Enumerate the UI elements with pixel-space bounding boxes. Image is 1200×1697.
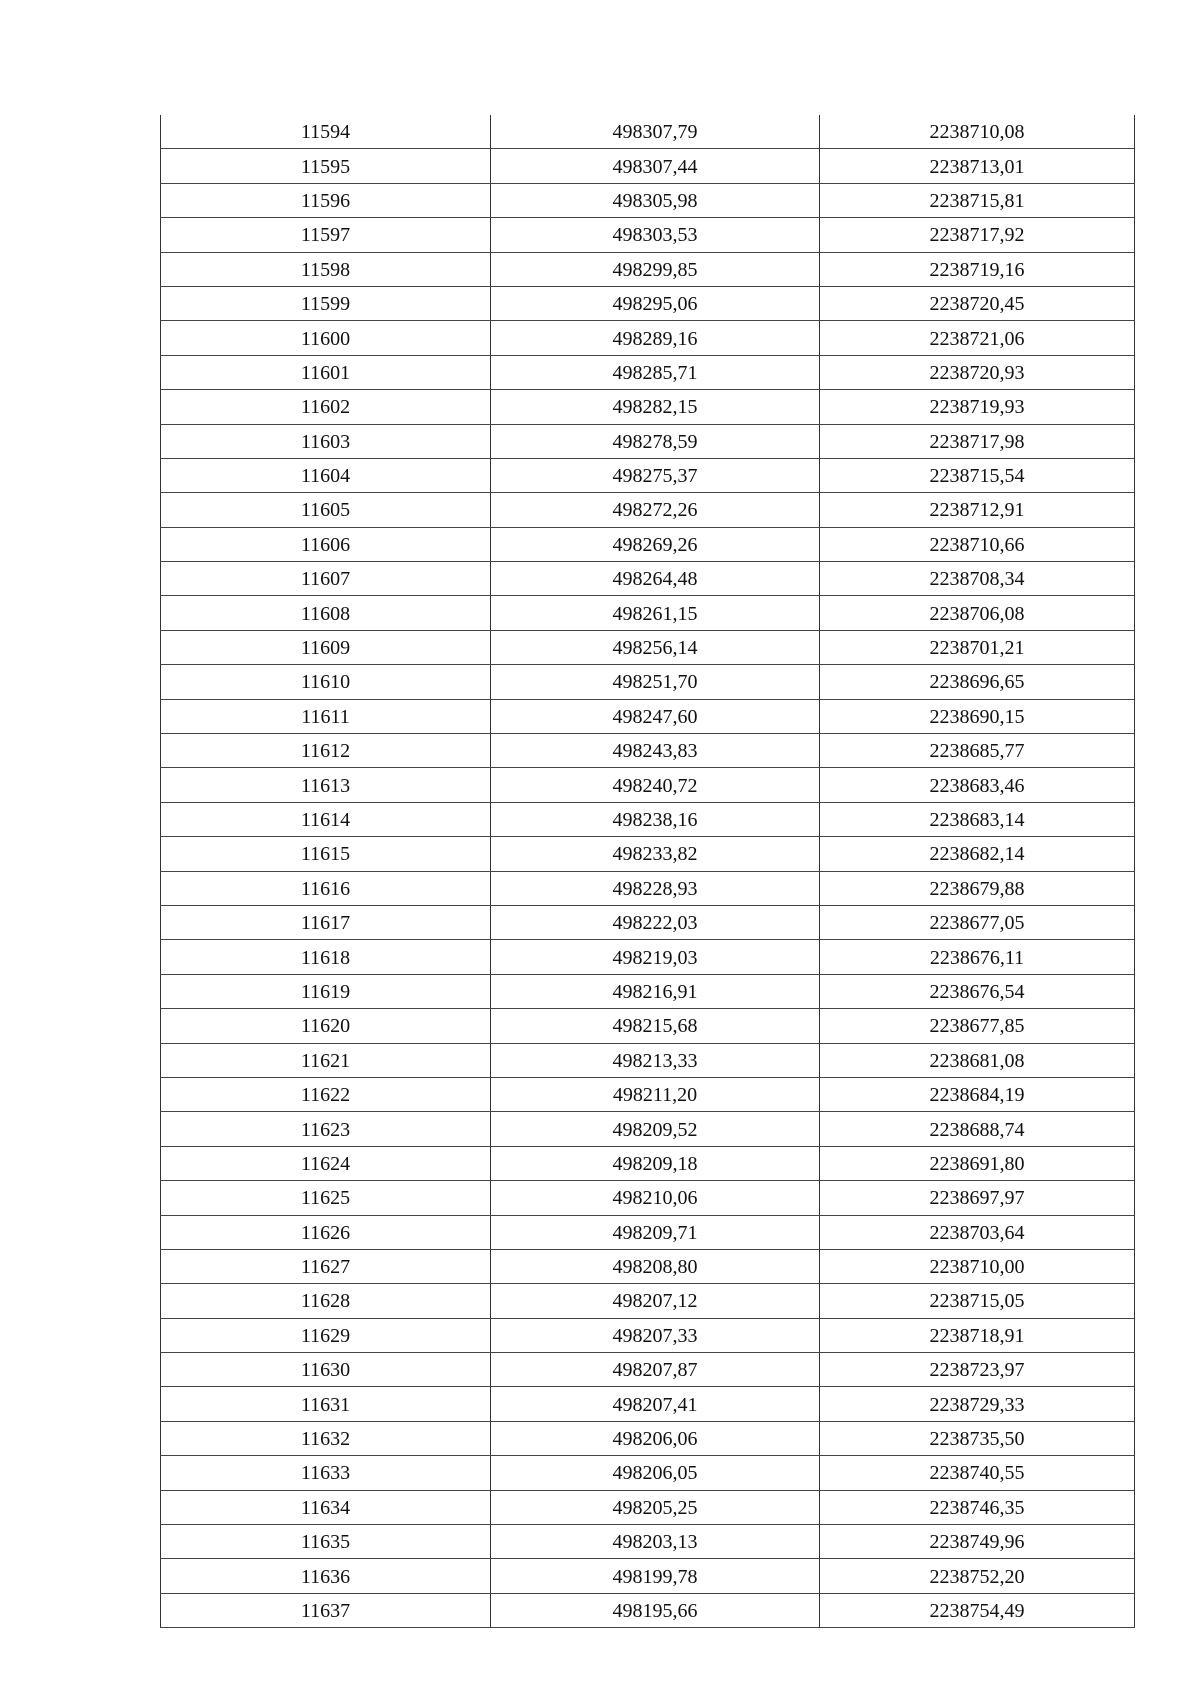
y-coordinate-cell: 2238719,16 (820, 252, 1135, 286)
table-row (161, 1077, 1135, 1111)
x-coordinate-cell: 498195,66 (491, 1593, 820, 1627)
table-row (161, 115, 1135, 149)
x-coordinate-cell: 498307,44 (491, 149, 820, 183)
y-coordinate-cell: 2238754,49 (820, 1593, 1135, 1627)
point-number-cell: 11606 (161, 527, 491, 561)
x-coordinate-cell: 498264,48 (491, 562, 820, 596)
point-number-cell: 11627 (161, 1249, 491, 1283)
table-row (161, 1318, 1135, 1352)
y-coordinate-cell: 2238752,20 (820, 1559, 1135, 1593)
point-number-cell: 11608 (161, 596, 491, 630)
point-number-cell: 11603 (161, 424, 491, 458)
x-coordinate-cell: 498240,72 (491, 768, 820, 802)
x-coordinate-cell: 498295,06 (491, 286, 820, 320)
point-number-cell: 11620 (161, 1009, 491, 1043)
x-coordinate-cell: 498247,60 (491, 699, 820, 733)
y-coordinate-cell: 2238685,77 (820, 734, 1135, 768)
point-number-cell: 11595 (161, 149, 491, 183)
point-number-cell: 11596 (161, 183, 491, 217)
y-coordinate-cell: 2238721,06 (820, 321, 1135, 355)
table-row (161, 1421, 1135, 1455)
point-number-cell: 11635 (161, 1525, 491, 1559)
table-row (161, 1353, 1135, 1387)
table-row (161, 1181, 1135, 1215)
table-row (161, 596, 1135, 630)
table-row (161, 974, 1135, 1008)
x-coordinate-cell: 498228,93 (491, 871, 820, 905)
coordinate-table (160, 115, 1135, 1628)
table-row (161, 630, 1135, 664)
point-number-cell: 11605 (161, 493, 491, 527)
table-row (161, 905, 1135, 939)
x-coordinate-cell: 498206,06 (491, 1421, 820, 1455)
x-coordinate-cell: 498238,16 (491, 802, 820, 836)
table-row (161, 390, 1135, 424)
x-coordinate-cell: 498278,59 (491, 424, 820, 458)
table-row (161, 1112, 1135, 1146)
y-coordinate-cell: 2238676,54 (820, 974, 1135, 1008)
table-row (161, 218, 1135, 252)
table-row (161, 321, 1135, 355)
y-coordinate-cell: 2238746,35 (820, 1490, 1135, 1524)
table-row (161, 1490, 1135, 1524)
y-coordinate-cell: 2238677,85 (820, 1009, 1135, 1043)
x-coordinate-cell: 498251,70 (491, 665, 820, 699)
y-coordinate-cell: 2238691,80 (820, 1146, 1135, 1180)
y-coordinate-cell: 2238681,08 (820, 1043, 1135, 1077)
table-row (161, 286, 1135, 320)
y-coordinate-cell: 2238715,54 (820, 458, 1135, 492)
x-coordinate-cell: 498203,13 (491, 1525, 820, 1559)
x-coordinate-cell: 498199,78 (491, 1559, 820, 1593)
y-coordinate-cell: 2238701,21 (820, 630, 1135, 664)
y-coordinate-cell: 2238697,97 (820, 1181, 1135, 1215)
point-number-cell: 11621 (161, 1043, 491, 1077)
y-coordinate-cell: 2238684,19 (820, 1077, 1135, 1111)
y-coordinate-cell: 2238679,88 (820, 871, 1135, 905)
point-number-cell: 11626 (161, 1215, 491, 1249)
point-number-cell: 11614 (161, 802, 491, 836)
point-number-cell: 11599 (161, 286, 491, 320)
table-row (161, 527, 1135, 561)
table-row (161, 871, 1135, 905)
y-coordinate-cell: 2238715,05 (820, 1284, 1135, 1318)
y-coordinate-cell: 2238706,08 (820, 596, 1135, 630)
y-coordinate-cell: 2238717,92 (820, 218, 1135, 252)
x-coordinate-cell: 498213,33 (491, 1043, 820, 1077)
point-number-cell: 11618 (161, 940, 491, 974)
y-coordinate-cell: 2238717,98 (820, 424, 1135, 458)
y-coordinate-cell: 2238683,14 (820, 802, 1135, 836)
x-coordinate-cell: 498256,14 (491, 630, 820, 664)
table-row (161, 149, 1135, 183)
table-row (161, 1284, 1135, 1318)
y-coordinate-cell: 2238735,50 (820, 1421, 1135, 1455)
table-row (161, 1593, 1135, 1627)
y-coordinate-cell: 2238715,81 (820, 183, 1135, 217)
point-number-cell: 11600 (161, 321, 491, 355)
x-coordinate-cell: 498261,15 (491, 596, 820, 630)
y-coordinate-cell: 2238720,45 (820, 286, 1135, 320)
y-coordinate-cell: 2238713,01 (820, 149, 1135, 183)
x-coordinate-cell: 498207,33 (491, 1318, 820, 1352)
x-coordinate-cell: 498285,71 (491, 355, 820, 389)
table-row (161, 1559, 1135, 1593)
y-coordinate-cell: 2238677,05 (820, 905, 1135, 939)
point-number-cell: 11611 (161, 699, 491, 733)
table-row (161, 1146, 1135, 1180)
x-coordinate-cell: 498205,25 (491, 1490, 820, 1524)
point-number-cell: 11622 (161, 1077, 491, 1111)
x-coordinate-cell: 498303,53 (491, 218, 820, 252)
point-number-cell: 11615 (161, 837, 491, 871)
y-coordinate-cell: 2238723,97 (820, 1353, 1135, 1387)
x-coordinate-cell: 498289,16 (491, 321, 820, 355)
x-coordinate-cell: 498216,91 (491, 974, 820, 1008)
point-number-cell: 11633 (161, 1456, 491, 1490)
table-row (161, 768, 1135, 802)
x-coordinate-cell: 498207,41 (491, 1387, 820, 1421)
point-number-cell: 11598 (161, 252, 491, 286)
y-coordinate-cell: 2238749,96 (820, 1525, 1135, 1559)
point-number-cell: 11630 (161, 1353, 491, 1387)
point-number-cell: 11619 (161, 974, 491, 1008)
coordinate-table-body (161, 115, 1135, 1628)
point-number-cell: 11631 (161, 1387, 491, 1421)
table-row (161, 424, 1135, 458)
x-coordinate-cell: 498219,03 (491, 940, 820, 974)
table-row (161, 1215, 1135, 1249)
x-coordinate-cell: 498209,18 (491, 1146, 820, 1180)
point-number-cell: 11613 (161, 768, 491, 802)
x-coordinate-cell: 498272,26 (491, 493, 820, 527)
table-row (161, 1043, 1135, 1077)
point-number-cell: 11604 (161, 458, 491, 492)
point-number-cell: 11625 (161, 1181, 491, 1215)
point-number-cell: 11617 (161, 905, 491, 939)
point-number-cell: 11607 (161, 562, 491, 596)
point-number-cell: 11636 (161, 1559, 491, 1593)
y-coordinate-cell: 2238710,66 (820, 527, 1135, 561)
table-row (161, 802, 1135, 836)
table-row (161, 1456, 1135, 1490)
y-coordinate-cell: 2238710,08 (820, 115, 1135, 149)
x-coordinate-cell: 498243,83 (491, 734, 820, 768)
x-coordinate-cell: 498275,37 (491, 458, 820, 492)
point-number-cell: 11597 (161, 218, 491, 252)
y-coordinate-cell: 2238718,91 (820, 1318, 1135, 1352)
y-coordinate-cell: 2238683,46 (820, 768, 1135, 802)
point-number-cell: 11609 (161, 630, 491, 664)
point-number-cell: 11601 (161, 355, 491, 389)
x-coordinate-cell: 498208,80 (491, 1249, 820, 1283)
y-coordinate-cell: 2238682,14 (820, 837, 1135, 871)
point-number-cell: 11628 (161, 1284, 491, 1318)
table-row (161, 940, 1135, 974)
point-number-cell: 11634 (161, 1490, 491, 1524)
point-number-cell: 11612 (161, 734, 491, 768)
y-coordinate-cell: 2238696,65 (820, 665, 1135, 699)
table-row (161, 252, 1135, 286)
x-coordinate-cell: 498222,03 (491, 905, 820, 939)
y-coordinate-cell: 2238688,74 (820, 1112, 1135, 1146)
y-coordinate-cell: 2238729,33 (820, 1387, 1135, 1421)
table-row (161, 1525, 1135, 1559)
y-coordinate-cell: 2238708,34 (820, 562, 1135, 596)
x-coordinate-cell: 498209,71 (491, 1215, 820, 1249)
y-coordinate-cell: 2238712,91 (820, 493, 1135, 527)
x-coordinate-cell: 498299,85 (491, 252, 820, 286)
x-coordinate-cell: 498305,98 (491, 183, 820, 217)
x-coordinate-cell: 498206,05 (491, 1456, 820, 1490)
x-coordinate-cell: 498282,15 (491, 390, 820, 424)
x-coordinate-cell: 498210,06 (491, 1181, 820, 1215)
x-coordinate-cell: 498209,52 (491, 1112, 820, 1146)
table-row (161, 458, 1135, 492)
table-row (161, 665, 1135, 699)
point-number-cell: 11629 (161, 1318, 491, 1352)
point-number-cell: 11637 (161, 1593, 491, 1627)
y-coordinate-cell: 2238690,15 (820, 699, 1135, 733)
table-row (161, 562, 1135, 596)
table-row (161, 1009, 1135, 1043)
x-coordinate-cell: 498211,20 (491, 1077, 820, 1111)
table-row (161, 837, 1135, 871)
point-number-cell: 11602 (161, 390, 491, 424)
point-number-cell: 11610 (161, 665, 491, 699)
x-coordinate-cell: 498269,26 (491, 527, 820, 561)
y-coordinate-cell: 2238710,00 (820, 1249, 1135, 1283)
table-row (161, 493, 1135, 527)
y-coordinate-cell: 2238676,11 (820, 940, 1135, 974)
x-coordinate-cell: 498233,82 (491, 837, 820, 871)
table-row (161, 699, 1135, 733)
table-row (161, 183, 1135, 217)
point-number-cell: 11616 (161, 871, 491, 905)
x-coordinate-cell: 498307,79 (491, 115, 820, 149)
table-row (161, 734, 1135, 768)
point-number-cell: 11623 (161, 1112, 491, 1146)
point-number-cell: 11632 (161, 1421, 491, 1455)
point-number-cell: 11624 (161, 1146, 491, 1180)
table-row (161, 1249, 1135, 1283)
y-coordinate-cell: 2238719,93 (820, 390, 1135, 424)
x-coordinate-cell: 498207,87 (491, 1353, 820, 1387)
y-coordinate-cell: 2238703,64 (820, 1215, 1135, 1249)
table-row (161, 355, 1135, 389)
y-coordinate-cell: 2238720,93 (820, 355, 1135, 389)
x-coordinate-cell: 498215,68 (491, 1009, 820, 1043)
y-coordinate-cell: 2238740,55 (820, 1456, 1135, 1490)
x-coordinate-cell: 498207,12 (491, 1284, 820, 1318)
table-row (161, 1387, 1135, 1421)
point-number-cell: 11594 (161, 115, 491, 149)
